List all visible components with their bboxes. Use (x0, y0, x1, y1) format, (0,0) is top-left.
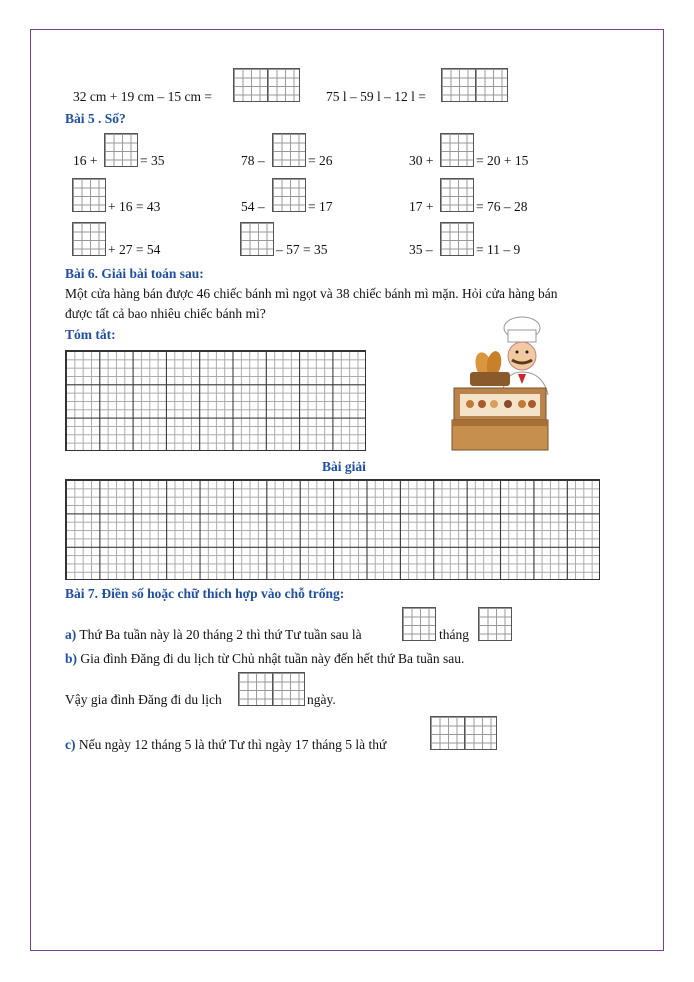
bai5-item-6-pre: 17 + (409, 199, 434, 214)
bai7-c-label: c) (65, 737, 76, 752)
bai5-item-2-post: = 26 (308, 153, 333, 168)
bai6-title: Bài 6. Giải bài toán sau: (65, 266, 204, 281)
bai5-item-3-post: = 20 + 15 (476, 153, 529, 168)
bai5-item-6-post: = 76 – 28 (476, 199, 528, 214)
bai5-answer-box[interactable] (440, 133, 474, 167)
bai5-item-4-post: + 16 = 43 (108, 199, 161, 214)
summary-writing-grid[interactable] (65, 350, 366, 451)
bai5-item-5-pre: 54 – (241, 199, 265, 214)
bai7-b-text: Gia đình Đăng đi du lịch từ Chủ nhật tuần này đến hết thứ Ba tuần sau. (80, 651, 465, 666)
bai7-c-text: Nếu ngày 12 tháng 5 là thứ Tư thì ngày 17 tháng 5 là thứ (78, 737, 387, 752)
answer-box-volume[interactable] (441, 68, 508, 102)
bai5-answer-box[interactable] (440, 178, 474, 212)
bai7-b-line (65, 651, 464, 667)
bai7-b-line2: Vậy gia đình Đăng đi du lịch (65, 692, 222, 707)
bai5-item-7-post: + 27 = 54 (108, 242, 161, 257)
bai5-item-1-pre: 16 + (73, 153, 98, 168)
summary-label: Tóm tắt: (65, 327, 116, 342)
solution-label: Bài giải (322, 459, 366, 474)
bai5-item-9-pre: 35 – (409, 242, 433, 257)
bai7-a-mid: tháng (439, 627, 469, 642)
bai5-item-5-post: = 17 (308, 199, 333, 214)
bai6-problem-line1: Một cửa hàng bán được 46 chiếc bánh mì ngọt và 38 chiếc bánh mì mặn. Hỏi cửa hàng bán (65, 286, 558, 301)
bai5-answer-box[interactable] (240, 222, 274, 256)
answer-box-weekday[interactable] (430, 716, 497, 750)
bai7-a-line (65, 627, 362, 643)
bai5-answer-box[interactable] (272, 133, 306, 167)
answer-box-day[interactable] (402, 607, 436, 641)
bai5-item-9-post: = 11 – 9 (476, 242, 521, 257)
answer-box-month[interactable] (478, 607, 512, 641)
answer-box-length[interactable] (233, 68, 300, 102)
bai6-problem-line2: được tất cả bao nhiêu chiếc bánh mì? (65, 306, 266, 321)
bai7-b-end: ngày. (307, 692, 336, 707)
bai5-item-8-post: – 57 = 35 (276, 242, 328, 257)
bai7-c-line (65, 737, 386, 753)
answer-box-days[interactable] (238, 672, 305, 706)
expr-length: 32 cm + 19 cm – 15 cm = (73, 89, 212, 104)
bai5-item-3-pre: 30 + (409, 153, 434, 168)
baker-illustration-icon (448, 314, 552, 454)
bai5-answer-box[interactable] (72, 178, 106, 212)
bai7-a-label: a) (65, 627, 77, 642)
bai5-answer-box[interactable] (272, 178, 306, 212)
bai5-answer-box[interactable] (72, 222, 106, 256)
bai5-answer-box[interactable] (104, 133, 138, 167)
bai5-item-1-post: = 35 (140, 153, 165, 168)
solution-writing-grid[interactable] (65, 479, 600, 580)
bai7-a-text: Thứ Ba tuần này là 20 tháng 2 thì thứ Tư tuần sau là (79, 627, 362, 642)
expr-volume: 75 l – 59 l – 12 l = (326, 89, 426, 104)
bai7-title: Bài 7. Điền số hoặc chữ thích hợp vào chỗ trống: (65, 586, 345, 601)
bai7-b-label: b) (65, 651, 78, 666)
bai5-item-2-pre: 78 – (241, 153, 265, 168)
bai5-answer-box[interactable] (440, 222, 474, 256)
bai5-title: Bài 5 . Số? (65, 111, 126, 126)
